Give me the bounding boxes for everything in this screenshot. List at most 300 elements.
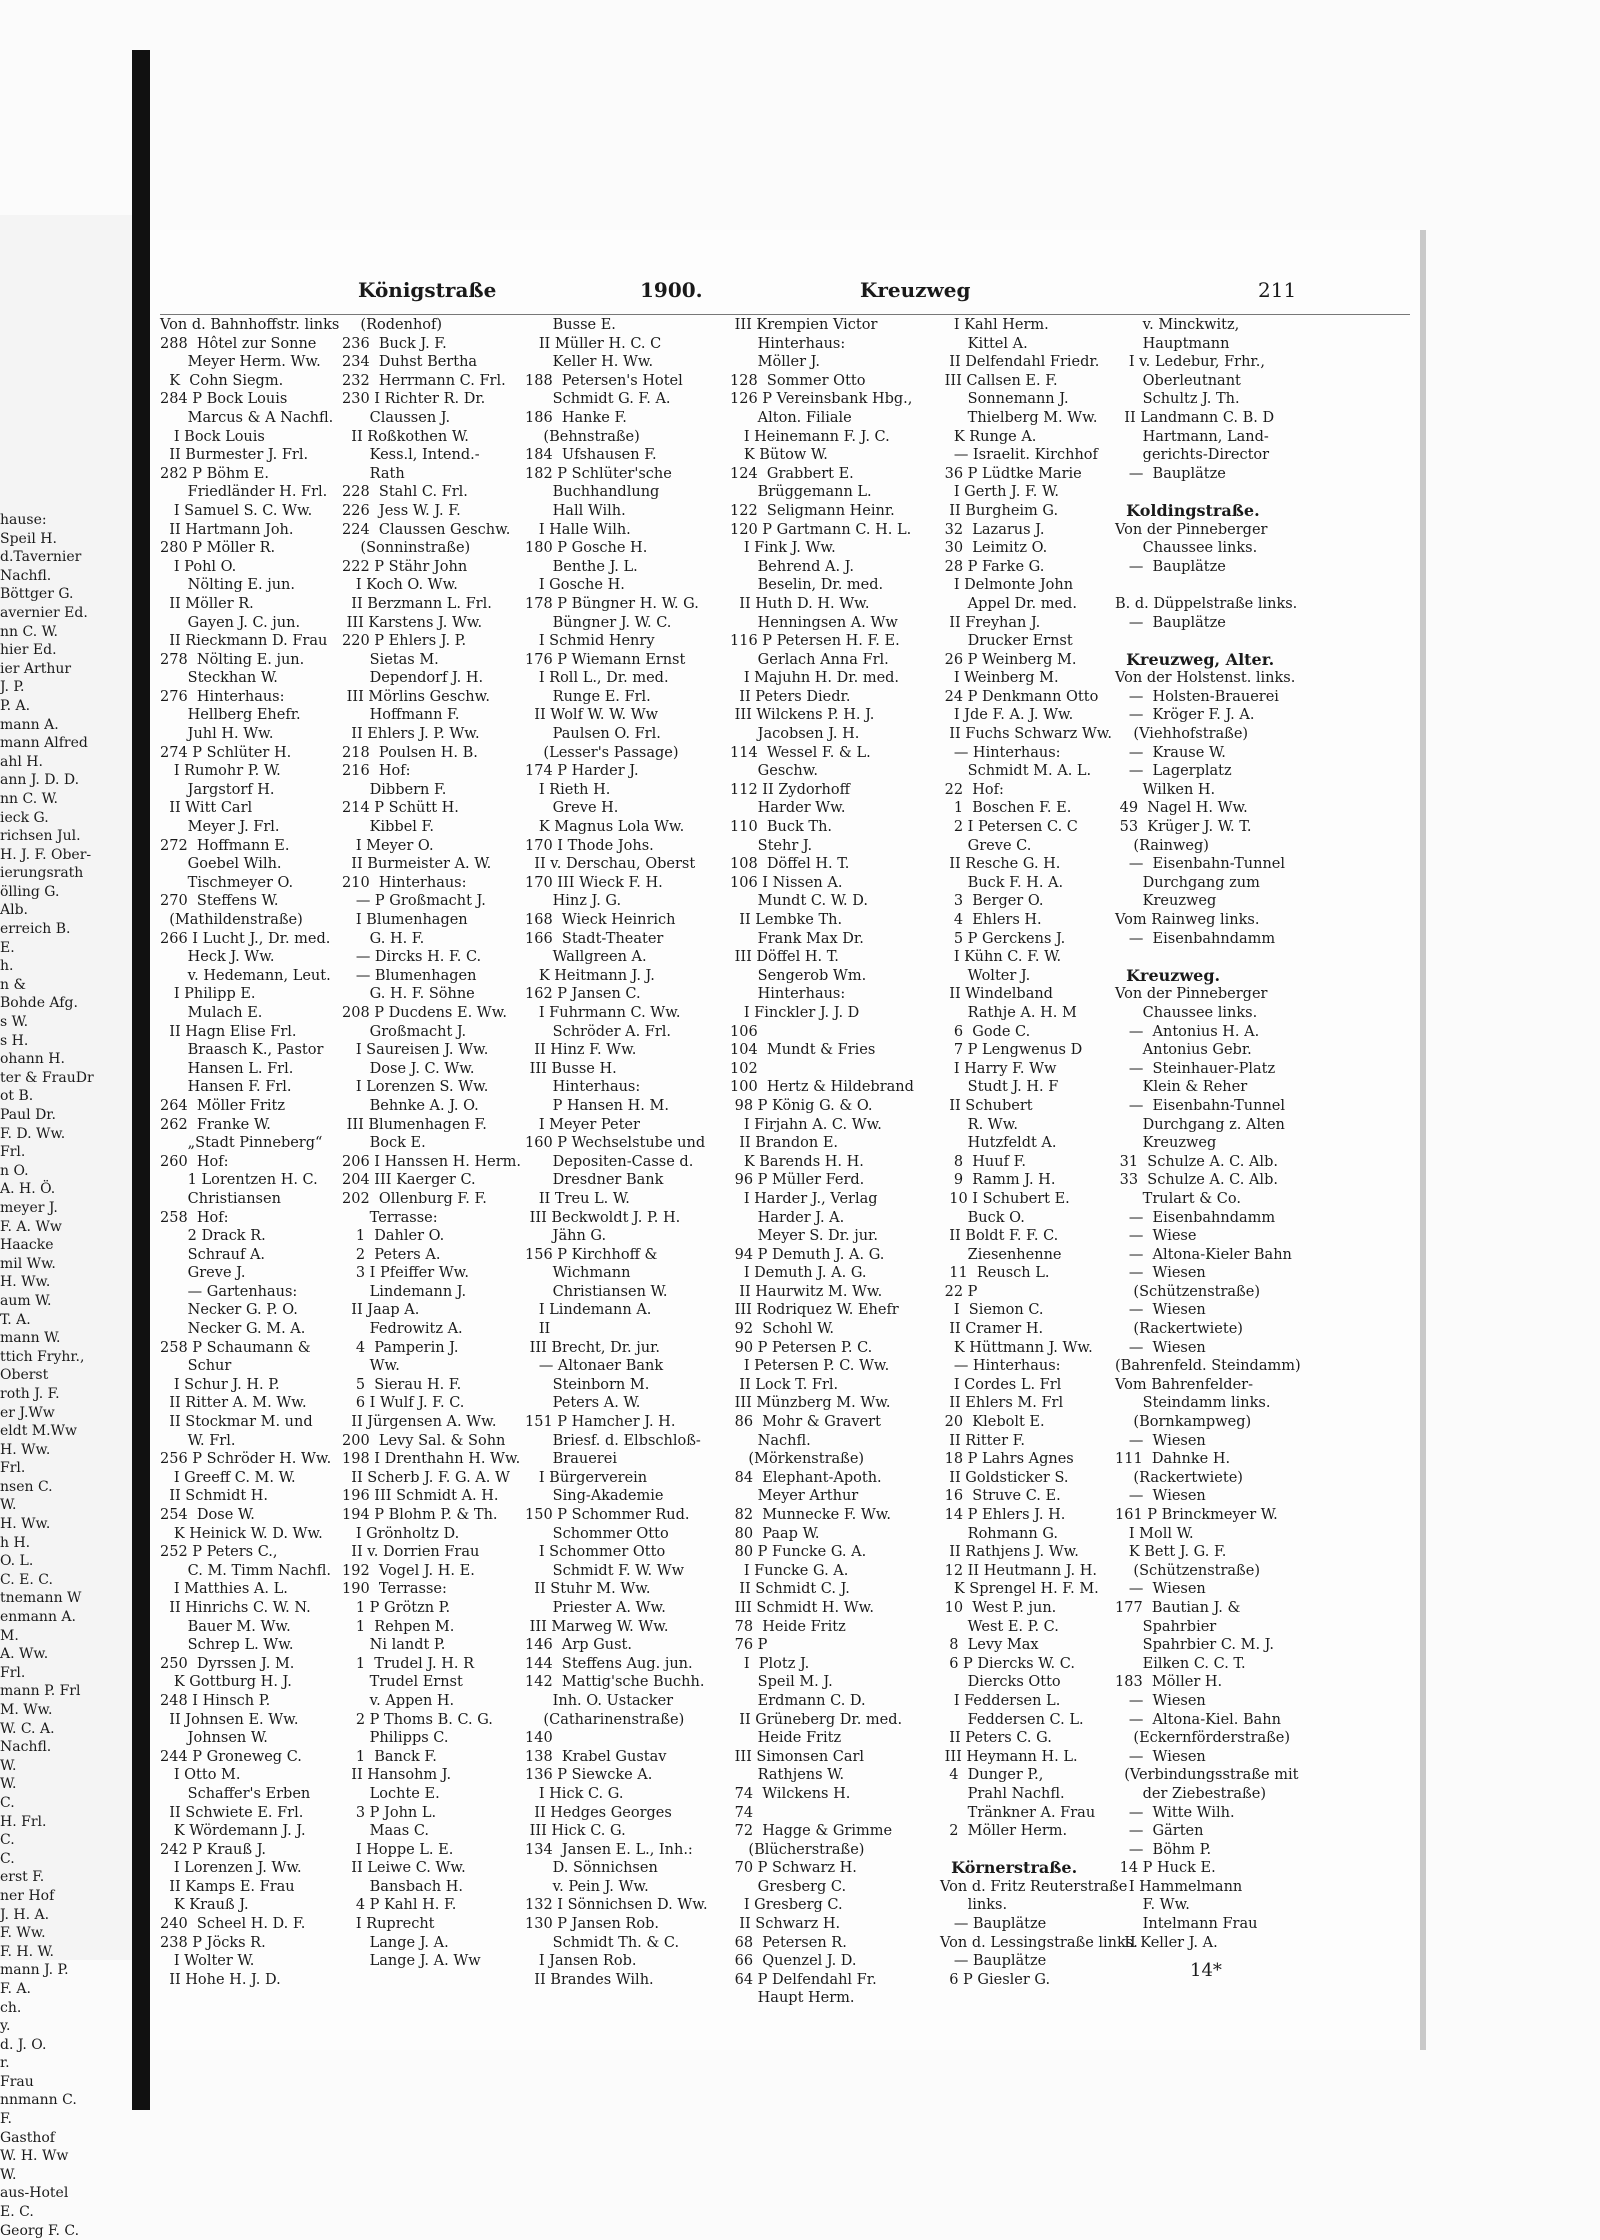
directory-entry: Briesf. d. Elbschloß- xyxy=(525,1432,701,1449)
directory-entry: Schur xyxy=(160,1358,232,1375)
directory-entry: Buck O. xyxy=(940,1209,1025,1226)
directory-entry: 230 I Richter R. Dr. xyxy=(342,391,486,408)
directory-entry: III Krempien Victor xyxy=(730,317,878,333)
directory-entry: Schmidt G. F. A. xyxy=(525,391,671,408)
directory-entry: Nölting E. jun. xyxy=(160,577,295,594)
directory-entry: W. xyxy=(0,1776,17,1793)
directory-entry: 14 P Huck E. xyxy=(1115,1860,1216,1877)
directory-entry xyxy=(1115,948,1415,967)
directory-entry: Kreuzweg xyxy=(1115,893,1217,910)
directory-entry: Mulach E. xyxy=(160,1004,263,1021)
directory-entry: II Stockmar M. und xyxy=(160,1414,313,1431)
directory-entry: ttich Fryhr., xyxy=(0,1348,85,1365)
directory-entry: 100 Hertz & Hildebrand xyxy=(730,1079,914,1096)
directory-entry: A. H. Ö. xyxy=(0,1181,56,1198)
directory-entry: erreich B. xyxy=(0,921,71,938)
directory-entry: 33 Schulze A. C. Alb. xyxy=(1115,1172,1278,1189)
directory-entry: I Meyer O. xyxy=(342,837,434,854)
directory-entry: Nachfl. xyxy=(0,567,52,584)
directory-entry: 1 Rehpen M. xyxy=(342,1618,455,1635)
directory-entry: (Sonninstraße) xyxy=(342,540,471,557)
section-heading: Kreuzweg, Alter. xyxy=(1115,649,1275,669)
directory-entry: Frank Max Dr. xyxy=(730,930,864,947)
directory-entry: 238 P Jöcks R. xyxy=(160,1934,266,1951)
directory-entry: I Rieth H. xyxy=(525,781,611,798)
directory-entry: Claussen J. xyxy=(342,409,451,426)
directory-entry: Thielberg M. Ww. xyxy=(940,409,1098,426)
directory-entry: 186 Hanke F. xyxy=(525,409,627,426)
directory-entry: — Blumenhagen xyxy=(342,967,477,984)
directory-entry: K Heinick W. D. Ww. xyxy=(160,1525,323,1542)
directory-entry: ierungsrath xyxy=(0,865,84,882)
directory-entry: Gerlach Anna Frl. xyxy=(730,651,889,668)
directory-entry: F. Ww. xyxy=(0,1925,46,1942)
directory-entry: mann W. xyxy=(0,1330,61,1347)
directory-entry: I Greeff C. M. W. xyxy=(160,1469,296,1486)
directory-entry: gerichts-Director xyxy=(1115,447,1270,464)
directory-entry: 11 Reusch L. xyxy=(940,1265,1050,1282)
directory-entry: Ni landt P. xyxy=(342,1637,446,1654)
directory-entry: Hall Wilh. xyxy=(525,502,626,519)
directory-entry: 80 Paap W. xyxy=(730,1525,820,1542)
directory-entry: II Lembke Th. xyxy=(730,912,843,928)
directory-entry: II Burmester J. Frl. xyxy=(160,447,309,464)
directory-entry: Spahrbier xyxy=(1115,1618,1217,1635)
directory-entry: Behrend A. J. xyxy=(730,558,854,575)
directory-entry: I Jde F. A. J. Ww. xyxy=(940,707,1074,724)
directory-entry: 162 P Jansen C. xyxy=(525,986,641,1003)
directory-entry: Meyer S. Dr. jur. xyxy=(730,1228,878,1245)
directory-entry: Bansbach H. xyxy=(342,1878,463,1895)
left-page-text xyxy=(0,511,132,2239)
directory-entry: 258 Hof: xyxy=(160,1209,229,1226)
directory-entry: 220 P Ehlers J. P. xyxy=(342,633,467,650)
directory-entry: mann Alfred xyxy=(0,735,88,752)
directory-entry: 200 Levy Sal. & Sohn xyxy=(342,1432,506,1449)
directory-entry: 252 P Peters C., xyxy=(160,1544,278,1561)
directory-entry: I Saureisen J. Ww. xyxy=(342,1042,489,1059)
directory-entry: — Wiesen xyxy=(1115,1692,1206,1709)
directory-entry: enmann A. xyxy=(0,1609,76,1626)
directory-entry: Studt J. H. F xyxy=(940,1079,1059,1096)
directory-entry: — Wiesen xyxy=(1115,1488,1206,1505)
left-page-fragment xyxy=(0,215,132,2239)
directory-entry: F. xyxy=(0,2111,12,2128)
directory-entry: h H. xyxy=(0,1534,31,1551)
directory-entry: Benthe J. L. xyxy=(525,558,638,575)
directory-entry: 224 Claussen Geschw. xyxy=(342,521,511,538)
directory-entry: Heck J. Ww. xyxy=(160,949,275,966)
directory-entry: Intelmann Frau xyxy=(1115,1916,1258,1933)
directory-entry: 276 Hinterhaus: xyxy=(160,688,285,705)
directory-entry: Gasthof xyxy=(0,2129,55,2146)
directory-entry: — Eisenbahndamm xyxy=(1115,1209,1276,1226)
directory-entry: 1 Boschen F. E. xyxy=(940,800,1072,817)
directory-entry: Hartmann, Land- xyxy=(1115,428,1269,445)
directory-entry: 196 III Schmidt A. H. xyxy=(342,1488,499,1505)
directory-entry: K Cohn Siegm. xyxy=(160,372,284,389)
directory-entry: Hinterhaus: xyxy=(525,1079,641,1096)
directory-entry: Steindamm links. xyxy=(1115,1395,1271,1412)
directory-entry: Durchgang zum xyxy=(1115,874,1260,891)
directory-entry: I Gerth J. F. W. xyxy=(940,484,1059,501)
directory-entry: nnmann C. xyxy=(0,2092,77,2109)
directory-entry: II Schubert xyxy=(940,1097,1033,1114)
directory-entry: v. Hedemann, Leut. xyxy=(160,967,331,984)
directory-entry: W. xyxy=(0,1497,17,1514)
directory-entry: r. xyxy=(0,2055,10,2072)
directory-entry: Kreuzweg xyxy=(1115,1135,1217,1152)
directory-entry: Fedrowitz A. xyxy=(342,1321,463,1338)
directory-entry: Möller J. xyxy=(730,354,820,371)
directory-entry: P Hansen H. M. xyxy=(525,1097,669,1114)
directory-entry: 254 Dose W. xyxy=(160,1507,255,1523)
directory-entry: K Heitmann J. J. xyxy=(525,967,655,984)
directory-entry: (Rackertwiete) xyxy=(1115,1321,1243,1338)
directory-entry: Hauptmann xyxy=(1115,335,1230,352)
directory-entry: 4 P Kahl H. F. xyxy=(342,1897,457,1914)
directory-entry: I Cordes L. Frl xyxy=(940,1376,1062,1393)
directory-entry: III Blumenhagen F. xyxy=(342,1116,487,1133)
directory-entry: mil Ww. xyxy=(0,1255,56,1272)
directory-entry: Haupt Herm. xyxy=(730,1990,855,2007)
header-street-right: Kreuzweg xyxy=(860,278,971,302)
directory-entry: Philipps C. xyxy=(342,1730,449,1747)
directory-entry: O. L. xyxy=(0,1553,34,1570)
directory-entry: 132 I Sönnichsen D. Ww. xyxy=(525,1897,708,1914)
directory-entry: II Freyhan J. xyxy=(940,614,1041,631)
directory-entry: Johnsen W. xyxy=(160,1730,268,1747)
directory-entry: (Catharinenstraße) xyxy=(525,1711,685,1728)
directory-entry: 250 Dyrssen J. M. xyxy=(160,1655,295,1672)
directory-entry: 6 Gode C. xyxy=(940,1023,1031,1040)
directory-entry: v. Appen H. xyxy=(342,1692,455,1709)
directory-entry: 30 Leimitz O. xyxy=(940,540,1048,557)
directory-entry: 16 Struve C. E. xyxy=(940,1488,1061,1505)
directory-entry: ot B. xyxy=(0,1088,34,1105)
directory-entry: Spahrbier C. M. J. xyxy=(1115,1637,1274,1654)
directory-entry: Antonius Gebr. xyxy=(1115,1042,1252,1059)
directory-entry: 184 Ufshausen F. xyxy=(525,447,657,464)
directory-entry: mann P. Frl xyxy=(0,1683,81,1700)
directory-entry: 72 Hagge & Grimme xyxy=(730,1823,893,1840)
directory-entry: h. xyxy=(0,958,14,975)
directory-entry: Goebel Wilh. xyxy=(160,856,282,873)
directory-entry: Runge E. Frl. xyxy=(525,688,651,705)
directory-entry: I Plotz J. xyxy=(730,1655,810,1672)
directory-entry: Rath xyxy=(342,465,405,482)
directory-entry: Trulart & Co. xyxy=(1115,1190,1241,1207)
directory-entry: 6 I Wulf J. F. C. xyxy=(342,1395,465,1412)
directory-entry: 86 Mohr & Gravert xyxy=(730,1414,881,1431)
directory-entry: Schrep L. Ww. xyxy=(160,1637,294,1654)
directory-entry: Peters A. W. xyxy=(525,1395,641,1412)
directory-entry: I Jansen Rob. xyxy=(525,1953,637,1970)
directory-entry: 3 I Pfeiffer Ww. xyxy=(342,1265,469,1282)
directory-entry: 10 I Schubert E. xyxy=(940,1190,1070,1207)
directory-entry: 8 Huuf F. xyxy=(940,1153,1026,1170)
directory-entry: Greve H. xyxy=(525,800,619,817)
directory-entry: Schrauf A. xyxy=(160,1246,266,1263)
directory-entry: Meyer Herm. Ww. xyxy=(160,354,321,371)
directory-entry: I Bürgerverein xyxy=(525,1469,648,1486)
directory-entry: Alb. xyxy=(0,902,28,919)
directory-entry: Rathjens W. xyxy=(730,1767,845,1784)
directory-entry: C. E. C. xyxy=(0,1571,53,1588)
directory-entry: Von der Pinneberger xyxy=(1115,521,1268,538)
directory-entry: C. xyxy=(0,1794,15,1811)
directory-entry: Wolter J. xyxy=(940,967,1031,984)
directory-entry: 49 Nagel H. Ww. xyxy=(1115,800,1248,817)
directory-entry: y. xyxy=(0,2018,11,2035)
directory-entry: v. Pein J. Ww. xyxy=(525,1878,649,1895)
directory-entry: Tischmeyer O. xyxy=(160,874,294,891)
directory-entry: (Rackertwiete) xyxy=(1115,1469,1243,1486)
directory-entry: richsen Jul. xyxy=(0,828,81,845)
directory-entry: I Lindemann A. xyxy=(525,1302,652,1319)
directory-entry: — P Großmacht J. xyxy=(342,893,486,910)
directory-entry: Eilken C. C. T. xyxy=(1115,1655,1246,1672)
directory-entry: Wichmann xyxy=(525,1265,631,1282)
directory-entry: — Hinterhaus: xyxy=(940,1358,1061,1375)
directory-entry: Bohde Afg. xyxy=(0,995,78,1012)
directory-entry: Jähn G. xyxy=(525,1228,607,1245)
directory-entry: West E. P. C. xyxy=(940,1618,1059,1635)
directory-entry: Ziesenhenne xyxy=(940,1246,1062,1263)
directory-entry: II Roßkothen W. xyxy=(342,428,469,445)
directory-entry: 126 P Vereinsbank Hbg., xyxy=(730,391,913,408)
directory-entry: Meyer J. Frl. xyxy=(160,819,280,836)
directory-entry: Speil M. J. xyxy=(730,1674,833,1691)
directory-entry: 66 Quenzel J. D. xyxy=(730,1953,857,1970)
directory-entry: Ww. xyxy=(342,1358,400,1375)
directory-entry: Sonnemann J. xyxy=(940,391,1069,408)
directory-entry: 236 Buck J. F. xyxy=(342,335,447,352)
directory-entry: Vom Bahrenfelder- xyxy=(1115,1376,1253,1393)
directory-entry: II Huth D. H. Ww. xyxy=(730,595,870,612)
directory-entry: 182 P Schlüter'sche xyxy=(525,465,672,482)
directory-entry: C. xyxy=(0,1832,15,1849)
directory-entry: 78 Heide Fritz xyxy=(730,1618,846,1635)
directory-entry: 128 Sommer Otto xyxy=(730,372,866,389)
directory-entry: Von der Pinneberger xyxy=(1115,986,1268,1003)
directory-entry: Feddersen C. L. xyxy=(940,1711,1084,1728)
directory-entry: Hoffmann F. xyxy=(342,707,460,724)
directory-entry: II Resche G. H. xyxy=(940,856,1061,873)
directory-entry: Hansen L. Frl. xyxy=(160,1060,294,1077)
directory-entry: W. Frl. xyxy=(160,1432,236,1449)
signature-mark: 14* xyxy=(1190,1960,1222,1981)
directory-entry: II Hinz F. Ww. xyxy=(525,1042,637,1059)
directory-entry: — Eisenbahndamm xyxy=(1115,930,1276,947)
directory-entry: 10 West P. jun. xyxy=(940,1599,1057,1616)
directory-entry: Henningsen A. Ww xyxy=(730,614,898,631)
directory-entry: 114 Wessel F. & L. xyxy=(730,744,871,761)
directory-entry: Vom Rainweg links. xyxy=(1115,912,1260,928)
directory-entry: Von d. Bahnhoffstr. links xyxy=(160,317,340,333)
directory-entry: II Witt Carl xyxy=(160,800,253,817)
directory-entry: Erdmann C. D. xyxy=(730,1692,866,1709)
directory-entry: Jacobsen J. H. xyxy=(730,726,860,743)
directory-entry: 156 P Kirchhoff & xyxy=(525,1246,658,1263)
directory-entry: II Grüneberg Dr. med. xyxy=(730,1711,903,1728)
directory-entry: 74 xyxy=(730,1804,754,1821)
directory-entry: I Matthies A. L. xyxy=(160,1581,288,1598)
directory-entry: Büngner J. W. C. xyxy=(525,614,672,631)
directory-entry: 266 I Lucht J., Dr. med. xyxy=(160,930,331,947)
directory-entry: Depositen-Casse d. xyxy=(525,1153,694,1170)
directory-entry: Lange J. A. Ww xyxy=(342,1953,481,1970)
directory-entry: II Burgheim G. xyxy=(940,502,1059,519)
directory-entry: I Otto M. xyxy=(160,1767,241,1784)
directory-entry: 3 Berger O. xyxy=(940,893,1044,910)
directory-entry: ölling G. xyxy=(0,883,60,900)
directory-entry: 206 I Hanssen H. Herm. xyxy=(342,1153,522,1170)
directory-entry: Wilken H. xyxy=(1115,781,1216,798)
directory-entry: II Brandes Wilh. xyxy=(525,1971,654,1988)
directory-entry: III Heymann H. L. xyxy=(940,1748,1078,1765)
directory-entry: — Wiesen xyxy=(1115,1581,1206,1598)
directory-entry: III Wilckens P. H. J. xyxy=(730,707,875,724)
directory-entry: aus-Hotel xyxy=(0,2185,69,2202)
directory-entry: ohann H. xyxy=(0,1051,65,1068)
directory-entry: 22 P xyxy=(940,1283,978,1300)
directory-entry: III Rodriquez W. Ehefr xyxy=(730,1302,899,1319)
directory-entry: Frau xyxy=(0,2073,34,2090)
directory-entry: Dresdner Bank xyxy=(525,1172,664,1189)
directory-entry: Brauerei xyxy=(525,1451,617,1468)
directory-entry: III Münzberg M. Ww. xyxy=(730,1395,891,1412)
directory-entry: D. Sönnichsen xyxy=(525,1860,658,1877)
directory-entry: (Viehhofstraße) xyxy=(1115,726,1249,743)
directory-entry: Christiansen xyxy=(160,1190,281,1207)
directory-entry: — Wiesen xyxy=(1115,1748,1206,1765)
directory-entry: I Koch O. Ww. xyxy=(342,577,458,594)
directory-entry: Bock E. xyxy=(342,1135,426,1152)
directory-entry: II Lock T. Frl. xyxy=(730,1376,839,1393)
directory-entry: II Landmann C. B. D xyxy=(1115,409,1275,426)
directory-entry: avernier Ed. xyxy=(0,604,88,621)
directory-entry: 8 Levy Max xyxy=(940,1637,1039,1654)
page-number: 211 xyxy=(1258,278,1297,302)
directory-entry: (Behnstraße) xyxy=(525,428,640,445)
directory-entry xyxy=(1115,632,1415,651)
directory-entry: 244 P Groneweg C. xyxy=(160,1748,302,1765)
directory-entry: Harder J. A. xyxy=(730,1209,845,1226)
directory-entry: Kibbel F. xyxy=(342,819,434,836)
directory-entry: R. Ww. xyxy=(940,1116,1018,1133)
directory-entry: I Schmid Henry xyxy=(525,633,655,650)
directory-entry: I Funcke G. A. xyxy=(730,1562,849,1579)
directory-entry: Greve C. xyxy=(940,837,1032,854)
directory-entry: 82 Munnecke F. Ww. xyxy=(730,1507,892,1523)
directory-entry: (Blücherstraße) xyxy=(730,1841,865,1858)
directory-entry: — Böhm P. xyxy=(1115,1841,1212,1858)
directory-entry: II Möller R. xyxy=(160,595,254,612)
directory-entry: — Eisenbahn-Tunnel xyxy=(1115,1097,1286,1114)
directory-entry: 20 Klebolt E. xyxy=(940,1414,1045,1431)
directory-entry: 170 I Thode Johs. xyxy=(525,837,654,854)
directory-entry: II Johnsen E. Ww. xyxy=(160,1711,299,1728)
directory-entry: I Hoppe L. E. xyxy=(342,1841,454,1858)
directory-entry: Rohmann G. xyxy=(940,1525,1058,1542)
directory-entry: 4 Dunger P., xyxy=(940,1767,1044,1784)
directory-entry: 170 III Wieck F. H. xyxy=(525,874,663,891)
directory-entry: Hansen F. Frl. xyxy=(160,1079,292,1096)
directory-entry: (Schützenstraße) xyxy=(1115,1562,1260,1579)
directory-entry: 70 P Schwarz H. xyxy=(730,1860,857,1877)
directory-entry: II Leiwe C. Ww. xyxy=(342,1860,466,1877)
directory-entry: I Feddersen L. xyxy=(940,1692,1061,1709)
directory-entry: II Fuchs Schwarz Ww. xyxy=(940,726,1113,743)
directory-entry: J. P. xyxy=(0,679,25,696)
directory-entry: T. A. xyxy=(0,1311,31,1328)
directory-entry: Drucker Ernst xyxy=(940,633,1073,650)
directory-entry: I Fuhrmann C. Ww. xyxy=(525,1004,681,1021)
directory-entry: K Runge A. xyxy=(940,428,1037,445)
directory-entry: I Roll L., Dr. med. xyxy=(525,670,669,687)
directory-entry: 140 xyxy=(525,1730,553,1747)
directory-entry: II Jürgensen A. Ww. xyxy=(342,1414,497,1431)
directory-entry: I Schommer Otto xyxy=(525,1544,666,1561)
directory-entry: — Wiesen xyxy=(1115,1432,1206,1449)
directory-entry: (Rodenhof) xyxy=(342,317,443,333)
directory-entry: 264 Möller Fritz xyxy=(160,1097,285,1114)
directory-entry: Kess.l, Intend.- xyxy=(342,447,480,464)
directory-entry: 2 P Thoms B. C. G. xyxy=(342,1711,493,1728)
directory-entry: 2 I Petersen C. C xyxy=(940,819,1078,836)
directory-entry: I Bock Louis xyxy=(160,428,265,445)
directory-entry: II Hinrichs C. W. N. xyxy=(160,1599,311,1616)
directory-entry: 76 P xyxy=(730,1637,768,1654)
directory-entry: — Gärten xyxy=(1115,1823,1204,1840)
directory-entry: Chaussee links. xyxy=(1115,1004,1258,1021)
directory-entry: II Müller H. C. C xyxy=(525,335,662,352)
directory-entry: I Finckler J. J. D xyxy=(730,1004,860,1021)
directory-entry: I Hick C. G. xyxy=(525,1785,624,1802)
directory-entry: A. Ww. xyxy=(0,1646,49,1663)
directory-entry: 4 Pamperin J. xyxy=(342,1339,459,1356)
directory-entry: I Pohl O. xyxy=(160,558,237,575)
directory-entry: 176 P Wiemann Ernst xyxy=(525,651,686,668)
directory-entry: Schmidt F. W. Ww xyxy=(525,1562,685,1579)
directory-entry: II v. Derschau, Oberst xyxy=(525,856,696,873)
directory-entry: K Bütow W. xyxy=(730,447,828,464)
directory-entry: — Kröger F. J. A. xyxy=(1115,707,1255,724)
directory-entry: 1 Dahler O. xyxy=(342,1228,445,1245)
directory-entry: II Windelband xyxy=(940,986,1053,1003)
directory-entry: — Lagerplatz xyxy=(1115,763,1232,780)
directory-entry: Tränkner A. Frau xyxy=(940,1804,1096,1821)
directory-entry: d.Tavernier xyxy=(0,549,82,566)
directory-entry: 190 Terrasse: xyxy=(342,1581,447,1598)
directory-entry: Chaussee links. xyxy=(1115,540,1258,557)
directory-entry: Schmidt Th. & C. xyxy=(525,1934,680,1951)
directory-entry: 111 Dahnke H. xyxy=(1115,1451,1231,1468)
directory-entry: 53 Krüger J. W. T. xyxy=(1115,819,1252,836)
directory-entry: 1 P Grötzn P. xyxy=(342,1599,451,1616)
directory-entry: III Callsen E. F. xyxy=(940,372,1058,389)
directory-entry: G. H. F. xyxy=(342,930,425,947)
directory-entry: II Jaap A. xyxy=(342,1302,420,1319)
directory-entry: Schaffer's Erben xyxy=(160,1785,311,1802)
directory-entry xyxy=(1115,576,1415,595)
directory-entry: 36 P Lüdtke Marie xyxy=(940,465,1082,482)
directory-entry: 174 P Harder J. xyxy=(525,763,639,780)
directory-entry: III Brecht, Dr. jur. xyxy=(525,1339,661,1356)
directory-entry: — Witte Wilh. xyxy=(1115,1804,1235,1821)
directory-entry: Lange J. A. xyxy=(342,1934,449,1951)
